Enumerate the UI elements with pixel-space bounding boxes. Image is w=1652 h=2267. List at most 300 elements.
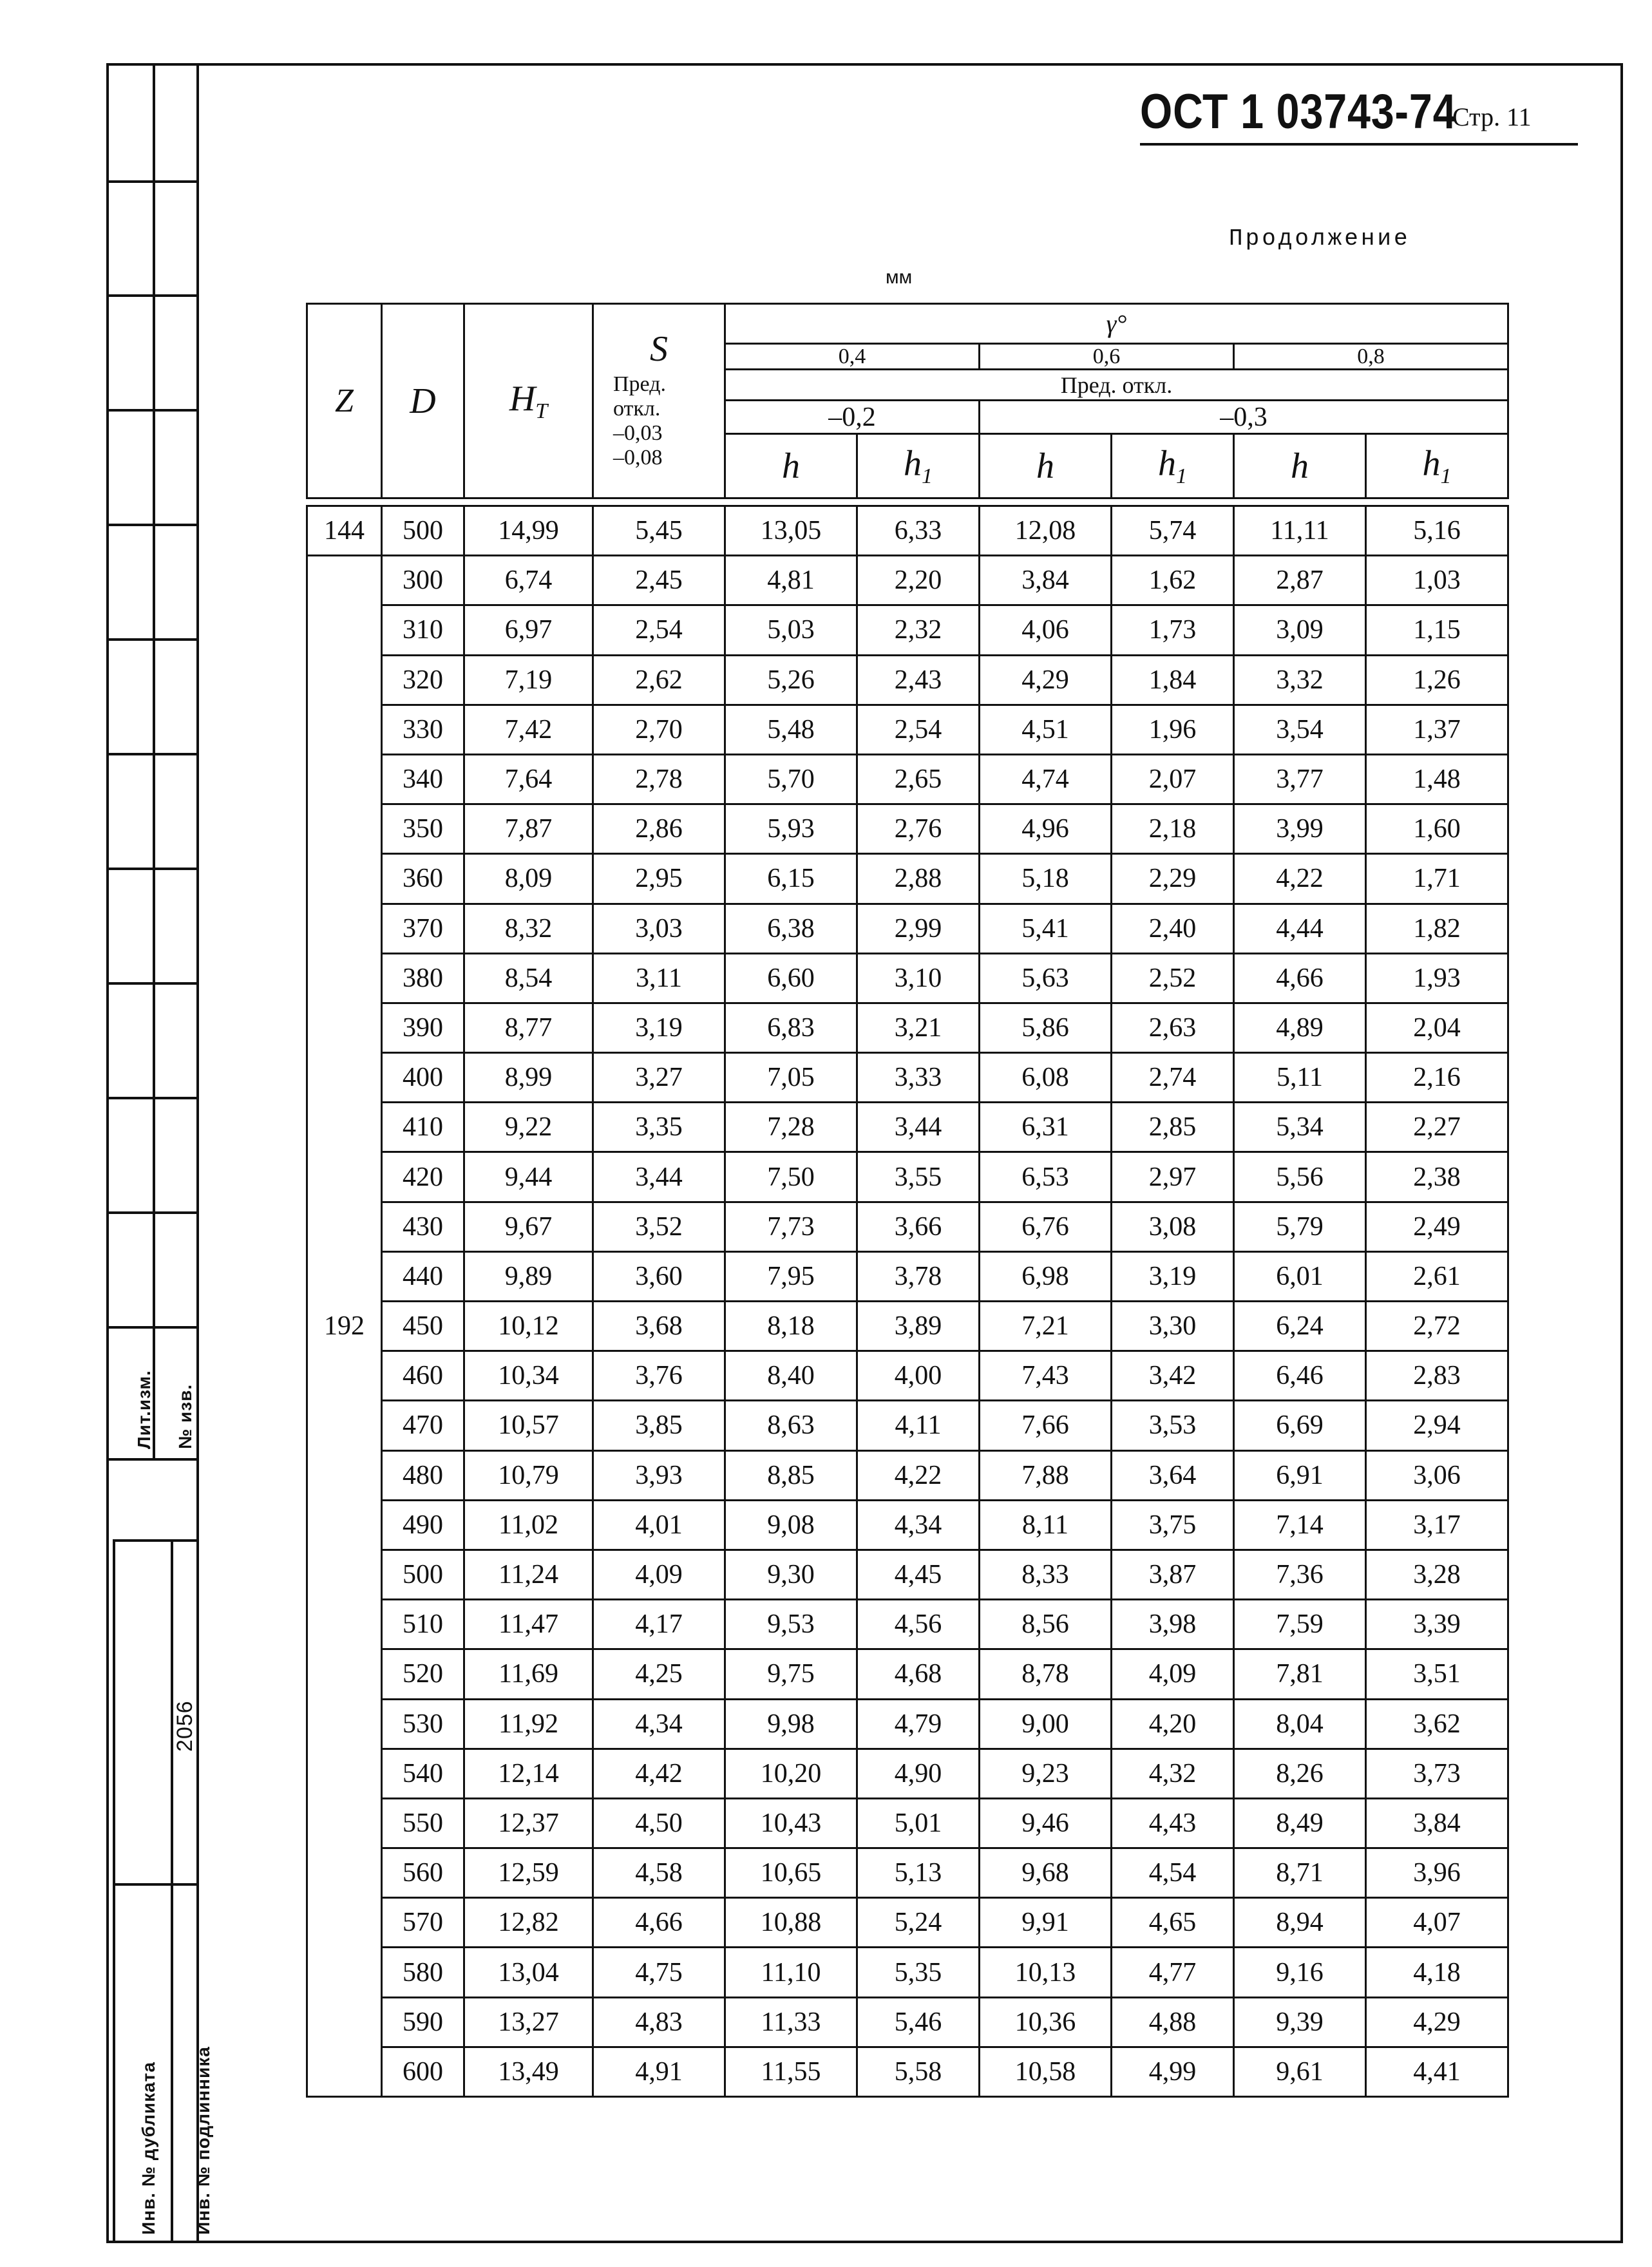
cell-d: 600	[382, 2047, 464, 2096]
cell-h-08: 3,54	[1234, 705, 1366, 754]
cell-d: 320	[382, 655, 464, 705]
cell-h-04: 7,73	[725, 1202, 857, 1251]
cell-d: 540	[382, 1749, 464, 1798]
duplicate-inventory-label: Инв. № дубликата	[138, 2062, 158, 2235]
cell-s: 4,17	[593, 1600, 725, 1649]
table-row	[307, 1848, 1508, 1898]
cell-h-08: 7,59	[1234, 1600, 1366, 1649]
cell-h-08: 4,89	[1234, 1003, 1366, 1052]
cell-h1-08: 2,72	[1366, 1302, 1508, 1351]
cell-ht: 10,79	[464, 1450, 593, 1500]
cell-h-04: 7,95	[725, 1251, 857, 1301]
cell-h-08: 6,69	[1234, 1401, 1366, 1450]
cell-h1-04: 5,24	[857, 1898, 980, 1948]
cell-h1-06: 4,32	[1112, 1749, 1234, 1798]
cell-h1-06: 2,29	[1112, 854, 1234, 904]
cell-h-04: 11,10	[725, 1948, 857, 1997]
cell-ht: 13,49	[464, 2047, 593, 2096]
cell-s: 3,35	[593, 1103, 725, 1152]
cell-h1-06: 4,09	[1112, 1649, 1234, 1699]
cell-h-04: 6,60	[725, 953, 857, 1003]
stamp-upper	[106, 63, 199, 1461]
header-h1-0-6	[1112, 434, 1234, 498]
cell-ht: 8,99	[464, 1053, 593, 1103]
cell-h-08: 6,46	[1234, 1351, 1366, 1401]
cell-h-04: 10,65	[725, 1848, 857, 1898]
cell-ht: 8,54	[464, 953, 593, 1003]
header-h-0-8: h	[1234, 434, 1366, 498]
cell-h-06: 9,91	[980, 1898, 1112, 1948]
cell-h-06: 10,36	[980, 1997, 1112, 2047]
cell-h1-06: 1,96	[1112, 705, 1234, 754]
cell-ht: 8,32	[464, 904, 593, 953]
original-inventory-number: 2056	[173, 1700, 197, 1752]
cell-h-04: 9,75	[725, 1649, 857, 1699]
cell-h-06: 8,56	[980, 1600, 1112, 1649]
cell-h-08: 9,39	[1234, 1997, 1366, 2047]
cell-h1-08: 2,16	[1366, 1053, 1508, 1103]
cell-h1-08: 2,61	[1366, 1251, 1508, 1301]
table-row	[307, 605, 1508, 655]
cell-h-04: 10,20	[725, 1749, 857, 1798]
cell-h1-04: 2,20	[857, 556, 980, 605]
cell-h1-06: 2,63	[1112, 1003, 1234, 1052]
cell-h-06: 7,66	[980, 1401, 1112, 1450]
table-row	[307, 1798, 1508, 1848]
cell-h1-08: 4,29	[1366, 1997, 1508, 2047]
cell-ht: 9,89	[464, 1251, 593, 1301]
cell-d: 500	[382, 506, 464, 556]
cell-h1-08: 3,06	[1366, 1450, 1508, 1500]
cell-h-04: 5,70	[725, 754, 857, 804]
cell-h1-06: 4,43	[1112, 1798, 1234, 1848]
cell-s: 4,34	[593, 1699, 725, 1749]
header-h1-0-8	[1366, 434, 1508, 498]
cell-ht: 8,09	[464, 854, 593, 904]
cell-h-06: 8,11	[980, 1500, 1112, 1550]
document-code: ОСТ 1 03743-74	[1140, 84, 1457, 139]
cell-ht: 11,92	[464, 1699, 593, 1749]
table-row	[307, 1251, 1508, 1301]
cell-h-04: 5,26	[725, 655, 857, 705]
cell-h1-06: 3,87	[1112, 1550, 1234, 1599]
cell-h-08: 8,94	[1234, 1898, 1366, 1948]
cell-h-06: 9,68	[980, 1848, 1112, 1898]
cell-h1-04: 2,32	[857, 605, 980, 655]
cell-h1-04: 4,79	[857, 1699, 980, 1749]
cell-h-04: 11,33	[725, 1997, 857, 2047]
cell-z: 144	[307, 506, 382, 556]
cell-h-04: 9,98	[725, 1699, 857, 1749]
table-row	[307, 1948, 1508, 1997]
header-ht-sub: T	[535, 399, 548, 424]
cell-h1-04: 6,33	[857, 506, 980, 556]
header-h1-0-4	[857, 434, 980, 498]
cell-h1-04: 5,01	[857, 1798, 980, 1848]
table-row	[307, 1898, 1508, 1948]
cell-h-04: 5,48	[725, 705, 857, 754]
cell-h-06: 5,63	[980, 953, 1112, 1003]
cell-h-08: 5,34	[1234, 1103, 1366, 1152]
cell-ht: 14,99	[464, 506, 593, 556]
cell-h-06: 12,08	[980, 506, 1112, 556]
cell-h1-06: 3,75	[1112, 1500, 1234, 1550]
h1-sub: 1	[922, 464, 933, 489]
cell-ht: 7,19	[464, 655, 593, 705]
cell-h1-04: 2,99	[857, 904, 980, 953]
lit-change-label: Лит.изм.	[134, 1370, 154, 1449]
h1-main: h	[904, 443, 922, 484]
cell-h-06: 7,21	[980, 1302, 1112, 1351]
cell-h1-04: 4,34	[857, 1500, 980, 1550]
cell-h1-08: 1,15	[1366, 605, 1508, 655]
cell-h1-04: 5,46	[857, 1997, 980, 2047]
cell-h-06: 6,31	[980, 1103, 1112, 1152]
table-row	[307, 754, 1508, 804]
cell-h-08: 5,11	[1234, 1053, 1366, 1103]
cell-ht: 9,44	[464, 1152, 593, 1202]
cell-s: 2,86	[593, 804, 725, 854]
table-row	[307, 1600, 1508, 1649]
cell-h1-06: 3,64	[1112, 1450, 1234, 1500]
cell-h1-04: 4,56	[857, 1600, 980, 1649]
cell-h1-04: 2,43	[857, 655, 980, 705]
table-row	[307, 1749, 1508, 1798]
cell-h1-04: 4,11	[857, 1401, 980, 1450]
cell-h-04: 7,28	[725, 1103, 857, 1152]
cell-h-06: 3,84	[980, 556, 1112, 605]
cell-h-04: 6,38	[725, 904, 857, 953]
units-label: мм	[886, 267, 913, 288]
cell-h1-08: 1,82	[1366, 904, 1508, 953]
gamma-0-4: 0,4	[725, 344, 980, 370]
cell-h1-06: 4,77	[1112, 1948, 1234, 1997]
cell-h-08: 7,14	[1234, 1500, 1366, 1550]
cell-d: 570	[382, 1898, 464, 1948]
cell-h1-04: 3,44	[857, 1103, 980, 1152]
cell-h-04: 13,05	[725, 506, 857, 556]
cell-h1-08: 4,07	[1366, 1898, 1508, 1948]
cell-d: 580	[382, 1948, 464, 1997]
h1-sub: 1	[1440, 464, 1452, 489]
table-row	[307, 1649, 1508, 1699]
table-row	[307, 1053, 1508, 1103]
cell-s: 4,42	[593, 1749, 725, 1798]
cell-h-06: 7,43	[980, 1351, 1112, 1401]
cell-h1-08: 1,37	[1366, 705, 1508, 754]
header-divider	[307, 498, 1508, 506]
cell-ht: 7,42	[464, 705, 593, 754]
cell-h-04: 5,93	[725, 804, 857, 854]
cell-d: 450	[382, 1302, 464, 1351]
cell-ht: 9,22	[464, 1103, 593, 1152]
cell-h-06: 7,88	[980, 1450, 1112, 1500]
cell-h-08: 5,56	[1234, 1152, 1366, 1202]
cell-d: 400	[382, 1053, 464, 1103]
cell-h-06: 9,23	[980, 1749, 1112, 1798]
cell-h-08: 4,44	[1234, 904, 1366, 953]
cell-h-04: 7,05	[725, 1053, 857, 1103]
cell-h-08: 8,04	[1234, 1699, 1366, 1749]
cell-h-04: 5,03	[725, 605, 857, 655]
cell-d: 340	[382, 754, 464, 804]
cell-h-08: 3,77	[1234, 754, 1366, 804]
cell-h1-08: 2,49	[1366, 1202, 1508, 1251]
cell-h1-04: 3,21	[857, 1003, 980, 1052]
table-row	[307, 1103, 1508, 1152]
cell-ht: 8,77	[464, 1003, 593, 1052]
cell-h1-08: 3,84	[1366, 1798, 1508, 1848]
cell-s: 4,01	[593, 1500, 725, 1550]
cell-h1-06: 3,08	[1112, 1202, 1234, 1251]
cell-d: 350	[382, 804, 464, 854]
cell-h1-06: 3,98	[1112, 1600, 1234, 1649]
header-h-0-6: h	[980, 434, 1112, 498]
cell-ht: 11,24	[464, 1550, 593, 1599]
gamma-0-6: 0,6	[980, 344, 1234, 370]
table-header	[307, 304, 1508, 506]
h1-main: h	[1422, 443, 1441, 484]
cell-z-group: 192	[307, 556, 382, 2097]
table-row	[307, 655, 1508, 705]
cell-h1-04: 2,76	[857, 804, 980, 854]
cell-h-04: 10,88	[725, 1898, 857, 1948]
cell-h-08: 2,87	[1234, 556, 1366, 605]
cell-h1-06: 4,20	[1112, 1699, 1234, 1749]
s-tol-label: Пред. откл.	[613, 372, 666, 421]
cell-h1-04: 3,89	[857, 1302, 980, 1351]
cell-d: 490	[382, 1500, 464, 1550]
cell-s: 4,75	[593, 1948, 725, 1997]
cell-h1-06: 4,99	[1112, 2047, 1234, 2096]
cell-d: 470	[382, 1401, 464, 1450]
header-s-tolerance	[593, 370, 725, 498]
cell-h1-04: 4,45	[857, 1550, 980, 1599]
cell-h-08: 7,81	[1234, 1649, 1366, 1699]
document-header	[1140, 84, 1591, 148]
cell-h-04: 9,08	[725, 1500, 857, 1550]
table-body	[307, 506, 1508, 2097]
cell-h1-06: 1,73	[1112, 605, 1234, 655]
cell-ht: 13,27	[464, 1997, 593, 2047]
s-tol-upper: –0,03	[613, 421, 663, 445]
cell-h-08: 3,09	[1234, 605, 1366, 655]
cell-h1-04: 4,68	[857, 1649, 980, 1699]
cell-h-06: 4,06	[980, 605, 1112, 655]
header-underline	[1140, 143, 1578, 146]
header-h-0-4: h	[725, 434, 857, 498]
cell-d: 480	[382, 1450, 464, 1500]
cell-h1-08: 4,41	[1366, 2047, 1508, 2096]
cell-h-08: 6,01	[1234, 1251, 1366, 1301]
cell-s: 3,60	[593, 1251, 725, 1301]
cell-h1-06: 1,84	[1112, 655, 1234, 705]
cell-h1-04: 3,33	[857, 1053, 980, 1103]
cell-s: 2,70	[593, 705, 725, 754]
cell-d: 530	[382, 1699, 464, 1749]
table-row	[307, 1302, 1508, 1351]
cell-s: 4,91	[593, 2047, 725, 2096]
table-row	[307, 506, 1508, 556]
cell-h-06: 5,41	[980, 904, 1112, 953]
cell-h1-04: 5,58	[857, 2047, 980, 2096]
cell-h1-06: 5,74	[1112, 506, 1234, 556]
change-notice-label: № изв.	[175, 1383, 195, 1449]
cell-h1-08: 1,03	[1366, 556, 1508, 605]
cell-ht: 6,97	[464, 605, 593, 655]
cell-ht: 11,02	[464, 1500, 593, 1550]
cell-h-08: 7,36	[1234, 1550, 1366, 1599]
cell-h1-08: 3,28	[1366, 1550, 1508, 1599]
cell-h-04: 6,83	[725, 1003, 857, 1052]
cell-h-04: 9,30	[725, 1550, 857, 1599]
cell-d: 550	[382, 1798, 464, 1848]
cell-h-06: 6,76	[980, 1202, 1112, 1251]
cell-h1-06: 2,85	[1112, 1103, 1234, 1152]
cell-h1-06: 3,19	[1112, 1251, 1234, 1301]
cell-s: 4,66	[593, 1898, 725, 1948]
cell-h1-04: 3,78	[857, 1251, 980, 1301]
cell-h-04: 8,85	[725, 1450, 857, 1500]
cell-d: 520	[382, 1649, 464, 1699]
cell-h1-08: 2,38	[1366, 1152, 1508, 1202]
original-inventory-label: Инв. № подлинника	[193, 2046, 213, 2235]
cell-s: 4,83	[593, 1997, 725, 2047]
s-tol-lower: –0,08	[613, 445, 663, 470]
cell-h1-08: 1,48	[1366, 754, 1508, 804]
cell-s: 3,19	[593, 1003, 725, 1052]
cell-h-04: 8,18	[725, 1302, 857, 1351]
table-row	[307, 1401, 1508, 1450]
cell-h-08: 8,26	[1234, 1749, 1366, 1798]
header-tolerance: Пред. откл.	[725, 370, 1508, 401]
cell-h1-06: 3,53	[1112, 1401, 1234, 1450]
cell-h1-06: 4,65	[1112, 1898, 1234, 1948]
header-d: D	[382, 304, 464, 498]
cell-h1-06: 2,40	[1112, 904, 1234, 953]
page-number: Стр. 11	[1452, 102, 1532, 131]
cell-h-06: 9,46	[980, 1798, 1112, 1848]
cell-d: 300	[382, 556, 464, 605]
cell-h-06: 5,86	[980, 1003, 1112, 1052]
table-row	[307, 1202, 1508, 1251]
cell-h1-06: 4,54	[1112, 1848, 1234, 1898]
cell-h-08: 5,79	[1234, 1202, 1366, 1251]
cell-s: 5,45	[593, 506, 725, 556]
cell-h-06: 6,08	[980, 1053, 1112, 1103]
cell-ht: 7,87	[464, 804, 593, 854]
cell-d: 590	[382, 1997, 464, 2047]
header-gamma: γ°	[725, 304, 1508, 344]
cell-h-04: 9,53	[725, 1600, 857, 1649]
header-ht-main: H	[509, 378, 536, 419]
cell-s: 4,25	[593, 1649, 725, 1699]
cell-h1-08: 3,51	[1366, 1649, 1508, 1699]
cell-d: 410	[382, 1103, 464, 1152]
cell-s: 2,95	[593, 854, 725, 904]
cell-s: 4,50	[593, 1798, 725, 1848]
table-row	[307, 1997, 1508, 2047]
cell-ht: 9,67	[464, 1202, 593, 1251]
cell-h-08: 9,16	[1234, 1948, 1366, 1997]
cell-ht: 10,57	[464, 1401, 593, 1450]
cell-h-04: 8,63	[725, 1401, 857, 1450]
cell-d: 420	[382, 1152, 464, 1202]
header-s: S	[593, 304, 725, 370]
cell-h1-06: 3,42	[1112, 1351, 1234, 1401]
cell-h-06: 4,74	[980, 754, 1112, 804]
cell-h-04: 6,15	[725, 854, 857, 904]
table-row	[307, 804, 1508, 854]
cell-s: 3,52	[593, 1202, 725, 1251]
cell-h1-04: 2,88	[857, 854, 980, 904]
cell-ht: 11,69	[464, 1649, 593, 1699]
cell-s: 4,09	[593, 1550, 725, 1599]
cell-h-04: 4,81	[725, 556, 857, 605]
cell-h-06: 9,00	[980, 1699, 1112, 1749]
cell-s: 2,54	[593, 605, 725, 655]
table-row	[307, 1550, 1508, 1599]
cell-h-08: 11,11	[1234, 506, 1366, 556]
cell-h-04: 8,40	[725, 1351, 857, 1401]
cell-h1-08: 2,83	[1366, 1351, 1508, 1401]
cell-ht: 12,14	[464, 1749, 593, 1798]
cell-ht: 11,47	[464, 1600, 593, 1649]
cell-h-06: 8,78	[980, 1649, 1112, 1699]
cell-h1-04: 2,65	[857, 754, 980, 804]
table-row	[307, 1450, 1508, 1500]
cell-h1-04: 4,90	[857, 1749, 980, 1798]
cell-d: 440	[382, 1251, 464, 1301]
cell-h1-04: 5,35	[857, 1948, 980, 1997]
cell-h1-08: 2,94	[1366, 1401, 1508, 1450]
cell-h-06: 10,13	[980, 1948, 1112, 1997]
cell-ht: 13,04	[464, 1948, 593, 1997]
cell-h-08: 8,49	[1234, 1798, 1366, 1848]
cell-h1-08: 2,04	[1366, 1003, 1508, 1052]
cell-d: 330	[382, 705, 464, 754]
cell-s: 2,78	[593, 754, 725, 804]
cell-h1-04: 3,10	[857, 953, 980, 1003]
cell-ht: 12,59	[464, 1848, 593, 1898]
cell-s: 2,45	[593, 556, 725, 605]
cell-s: 3,76	[593, 1351, 725, 1401]
cell-h1-04: 3,66	[857, 1202, 980, 1251]
cell-h-04: 7,50	[725, 1152, 857, 1202]
table-row	[307, 705, 1508, 754]
dimensions-table	[306, 303, 1509, 2098]
cell-d: 460	[382, 1351, 464, 1401]
table-row	[307, 1699, 1508, 1749]
cell-d: 310	[382, 605, 464, 655]
cell-h-08: 4,66	[1234, 953, 1366, 1003]
cell-h-08: 3,32	[1234, 655, 1366, 705]
header-z: Z	[307, 304, 382, 498]
table-row	[307, 1152, 1508, 1202]
cell-h1-08: 3,62	[1366, 1699, 1508, 1749]
cell-h1-04: 2,54	[857, 705, 980, 754]
cell-s: 3,85	[593, 1401, 725, 1450]
cell-h1-08: 1,71	[1366, 854, 1508, 904]
cell-d: 560	[382, 1848, 464, 1898]
cell-h1-08: 3,39	[1366, 1600, 1508, 1649]
cell-h-06: 4,96	[980, 804, 1112, 854]
cell-s: 2,62	[593, 655, 725, 705]
h1-main: h	[1158, 443, 1176, 484]
cell-h1-08: 2,27	[1366, 1103, 1508, 1152]
cell-h-08: 4,22	[1234, 854, 1366, 904]
gamma-0-8: 0,8	[1234, 344, 1508, 370]
